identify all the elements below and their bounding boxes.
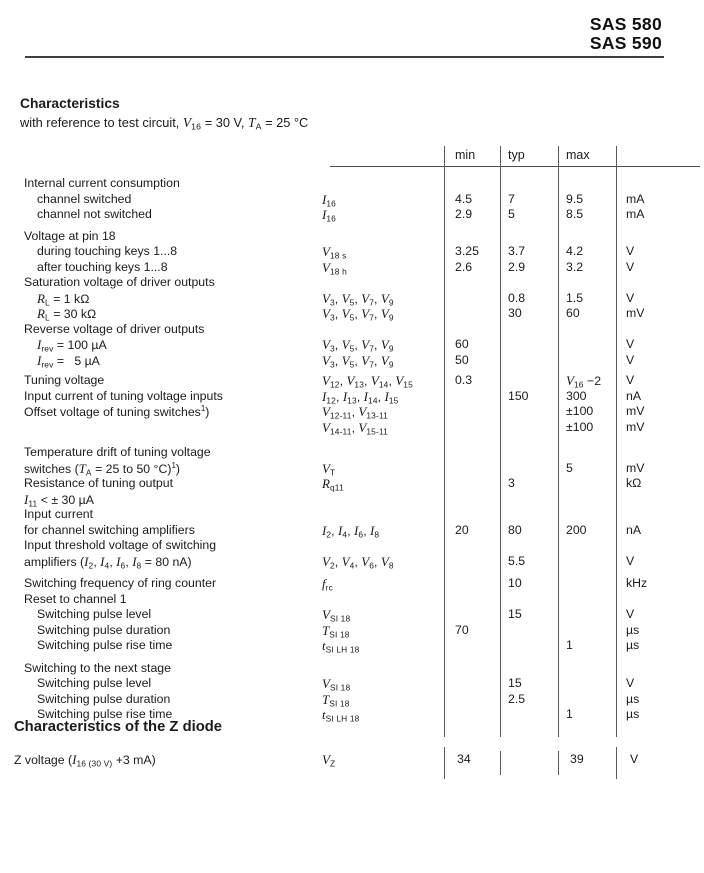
row-label: Reverse voltage of driver outputs (24, 321, 205, 336)
table-row (0, 461, 704, 477)
row-max: ±100 (566, 404, 594, 418)
product-title-sas580: SAS 580 (589, 14, 662, 34)
row-max: 1 (566, 707, 573, 721)
table-row (0, 492, 704, 508)
row-typ: 7 (508, 191, 515, 206)
row-sym: $T_{SI 18}$ (322, 622, 350, 639)
row-label: Internal current consumption (24, 176, 180, 190)
row-min: 50 (455, 352, 469, 367)
row-sym: $V_{12}$, $V_{13}$, $V_{14}$, $V_{15}$ (322, 373, 413, 390)
table-row (0, 389, 704, 405)
row-label: Switching pulse rise time (37, 638, 173, 652)
row-min: 3.25 (455, 244, 479, 258)
table-row (0, 538, 704, 554)
row-typ: 2.9 (508, 259, 526, 274)
table-row (0, 244, 704, 260)
row-label: channel not switched (37, 207, 152, 221)
row-min: 4.5 (455, 191, 473, 206)
table-row (0, 638, 704, 654)
row-typ: 2.5 (508, 691, 526, 706)
row-min: 34 (457, 752, 471, 766)
row-max: ±100 (566, 419, 594, 434)
row-sym: $I_{12}$, $I_{13}$, $I_{14}$, $I_{15}$ (322, 388, 399, 405)
row-label: Switching pulse rise time (37, 707, 173, 721)
row-typ: 30 (508, 306, 522, 320)
row-unit: µs (626, 622, 640, 637)
row-min: 0.3 (455, 373, 473, 387)
row-max: 8.5 (566, 207, 584, 221)
row-unit: nA (626, 522, 642, 537)
row-sym: $I_{16}$ (322, 207, 336, 224)
row-max: 300 (566, 388, 587, 403)
row-unit: V (626, 352, 635, 367)
table-row (0, 592, 704, 608)
row-typ: 5.5 (508, 553, 526, 568)
row-label: switches ($T_A = 25$ to 50 °C)$^1$) (24, 460, 181, 477)
row-max: 39 (570, 752, 584, 766)
row-label: Offset voltage of tuning switches$^1$) (24, 404, 210, 420)
row-label: Input current (24, 507, 94, 521)
table-row (0, 229, 704, 245)
row-unit: kHz (626, 576, 648, 590)
row-label: Switching frequency of ring counter (24, 576, 217, 590)
row-sym: $V_T$ (322, 460, 336, 477)
table-row (0, 420, 704, 436)
row-unit: V (626, 373, 635, 387)
row-label: Saturation voltage of driver outputs (24, 275, 215, 289)
row-sym: $V_3$, $V_5$, $V_7$, $V_9$ (322, 337, 394, 354)
table-row (0, 176, 704, 192)
row-sym: $V_{18 h}$ (322, 259, 347, 276)
row-typ: 3 (508, 476, 515, 490)
row-min: 2.6 (455, 259, 473, 274)
row-max: $V_{16} -2$ (566, 373, 602, 390)
table-row (0, 445, 704, 461)
row-sym: $V_2$, $V_4$, $V_6$, $V_8$ (322, 553, 394, 570)
row-sym: $t_{SI LH 18}$ (322, 707, 360, 724)
section-title: Characteristics (20, 96, 120, 111)
row-unit: V (626, 244, 635, 258)
row-typ: 80 (508, 522, 522, 537)
row-unit: V (626, 607, 635, 621)
row-label: Switching pulse duration (37, 622, 171, 637)
row-unit: kΩ (626, 476, 642, 490)
table-row (0, 306, 704, 322)
row-unit: mV (626, 460, 645, 475)
row-typ: 15 (508, 607, 522, 621)
row-label: after touching keys 1...8 (37, 259, 168, 274)
row-min: 60 (455, 337, 469, 351)
row-unit: µs (626, 638, 640, 652)
row-max: 1.5 (566, 290, 584, 305)
row-label: $I_{11}$ < ± 30 µA (24, 491, 94, 508)
row-label: Switching pulse level (37, 607, 152, 621)
table-row (0, 275, 704, 291)
row-label: during touching keys 1...8 (37, 244, 178, 258)
table-row (0, 554, 704, 570)
table-row (0, 623, 704, 639)
table-row (0, 692, 704, 708)
row-sym: $V_3$, $V_5$, $V_7$, $V_9$ (322, 290, 394, 307)
row-unit: mV (626, 404, 645, 418)
row-label: channel switched (37, 191, 132, 206)
table-row (0, 576, 704, 592)
table-row (0, 353, 704, 369)
row-max: 200 (566, 522, 587, 537)
row-label: $I_{rev} = 5$ µA (37, 352, 100, 369)
row-label: amplifiers ($I_2$, $I_4$, $I_6$, $I_8 = 80$ nA) (24, 553, 192, 570)
table-row (0, 523, 704, 539)
table-row (0, 373, 704, 389)
column-header-max: max (566, 148, 590, 162)
row-symbol: $V_Z$ (322, 752, 336, 769)
z-diode-section-title: Characteristics of the Z diode (14, 719, 223, 735)
row-unit: V (630, 752, 639, 766)
row-typ: 15 (508, 676, 522, 690)
table-row (0, 192, 704, 208)
table-row (0, 676, 704, 692)
row-label: Switching pulse level (37, 676, 152, 690)
product-titles (590, 15, 662, 52)
table-row (0, 322, 704, 338)
row-sym: $V_{12-11}$, $V_{13-11}$ (322, 404, 388, 421)
table-row (0, 291, 704, 307)
column-header-min: min (455, 148, 476, 162)
row-typ: 150 (508, 388, 529, 403)
row-sym: $f_{rc}$ (322, 576, 333, 593)
row-sym: $V_{14-11}$, $V_{15-11}$ (322, 419, 388, 436)
row-typ: 0.8 (508, 290, 526, 305)
row-unit: V (626, 259, 635, 274)
row-unit: mV (626, 306, 645, 320)
row-unit: V (626, 553, 635, 568)
table-row (0, 260, 704, 276)
row-max: 5 (566, 460, 573, 475)
row-label: Switching pulse duration (37, 691, 171, 706)
row-sym: $I_2$, $I_4$, $I_6$, $I_8$ (322, 522, 380, 539)
row-sym: $t_{SI LH 18}$ (322, 638, 360, 655)
row-sym: $V_{SI 18}$ (322, 676, 351, 693)
row-unit: µs (626, 707, 640, 721)
row-max: 4.2 (566, 244, 584, 258)
row-label: Input threshold voltage of switching (24, 538, 217, 552)
product-title-sas590: SAS 590 (589, 32, 662, 53)
row-typ: 3.7 (508, 244, 526, 258)
row-sym: $V_3$, $V_5$, $V_7$, $V_9$ (322, 306, 394, 323)
row-unit: V (626, 676, 635, 690)
row-label: for channel switching amplifiers (24, 522, 195, 537)
row-unit: mA (626, 191, 645, 206)
row-max: 3.2 (566, 259, 584, 274)
row-sym: $V_3$, $V_5$, $V_7$, $V_9$ (322, 352, 394, 369)
row-label: Z voltage ($I_{16 (30 V)} +3$ mA) (14, 752, 156, 769)
row-min: 70 (455, 622, 469, 637)
row-unit: mV (626, 419, 645, 434)
row-label: Tuning voltage (24, 373, 105, 387)
row-sym: $V_{SI 18}$ (322, 607, 351, 624)
row-typ: 10 (508, 576, 522, 590)
row-label: $I_{rev} = 100$ µA (37, 337, 107, 354)
row-typ: 5 (508, 207, 515, 221)
row-min: 2.9 (455, 207, 473, 221)
row-max: 9.5 (566, 191, 584, 206)
table-row (0, 207, 704, 223)
row-max: 1 (566, 638, 573, 652)
row-unit: V (626, 337, 635, 351)
section-subtitle: with reference to test circuit, $V_{16} = 30$ V, $T_A = 25$ °C (20, 115, 309, 132)
row-label: $R_L = 1$ kΩ (37, 290, 90, 307)
table-row (0, 404, 704, 420)
row-label: Resistance of tuning output (24, 476, 174, 490)
row-unit: µs (626, 691, 640, 706)
row-unit: nA (626, 388, 642, 403)
column-header-typ: typ (508, 148, 525, 162)
table-row (0, 476, 704, 492)
row-label: Input current of tuning voltage inputs (24, 388, 223, 403)
characteristics-table (0, 176, 704, 723)
row-max: 60 (566, 306, 580, 320)
row-label: $R_L = 30$ kΩ (37, 306, 97, 323)
z-voltage-row (0, 752, 704, 768)
table-row (0, 337, 704, 353)
row-sym: $T_{SI 18}$ (322, 691, 350, 708)
row-sym: $V_{18 s}$ (322, 244, 347, 261)
table-row (0, 661, 704, 677)
row-label: Temperature drift of tuning voltage (24, 445, 211, 459)
row-min: 20 (455, 522, 469, 537)
row-label: Reset to channel 1 (24, 591, 127, 606)
row-label: Voltage at pin 18 (24, 228, 116, 243)
row-unit: mA (626, 207, 645, 221)
table-row (0, 507, 704, 523)
header-rule (25, 56, 664, 58)
table-header-divider (330, 166, 700, 167)
row-sym: $I_{16}$ (322, 191, 336, 208)
row-unit: V (626, 290, 635, 305)
table-row (0, 607, 704, 623)
row-label: Switching to the next stage (24, 660, 171, 675)
row-sym: $R_{q11}$ (322, 476, 344, 493)
